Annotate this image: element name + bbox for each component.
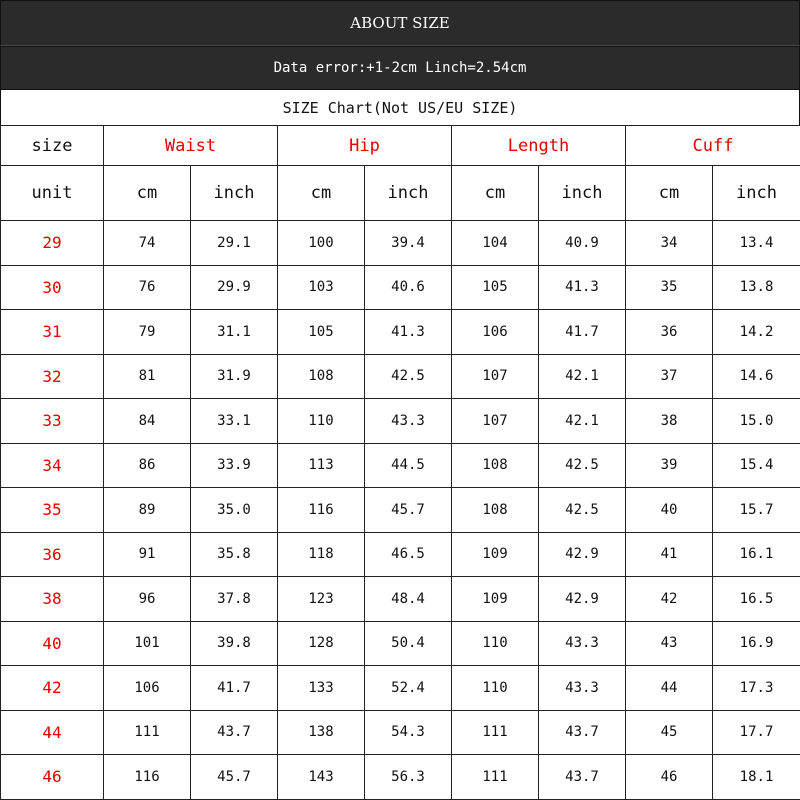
measurement-cell: 133 (278, 666, 365, 711)
table-row (1, 488, 800, 533)
measurement-cell: 79 (104, 310, 191, 355)
measurement-cell: 33.9 (191, 443, 278, 488)
size-table (0, 125, 800, 800)
measurement-cell: 108 (452, 488, 539, 533)
measurement-cell: 108 (452, 443, 539, 488)
unit-cell: cm (104, 166, 191, 221)
measurement-cell: 31.9 (191, 354, 278, 399)
measurement-cell: 15.7 (713, 488, 800, 533)
table-row (1, 666, 800, 711)
size-value: 34 (1, 443, 104, 488)
size-value: 33 (1, 399, 104, 444)
measurement-cell: 52.4 (365, 666, 452, 711)
unit-cell: cm (452, 166, 539, 221)
measurement-cell: 15.4 (713, 443, 800, 488)
measurement-cell: 109 (452, 532, 539, 577)
table-row (1, 443, 800, 488)
table-row (1, 265, 800, 310)
measurement-cell: 13.4 (713, 221, 800, 266)
measurement-cell: 45.7 (365, 488, 452, 533)
measurement-cell: 46.5 (365, 532, 452, 577)
about-size-title: ABOUT SIZE (0, 0, 800, 46)
measurement-cell: 14.6 (713, 354, 800, 399)
measurement-cell: 40.9 (539, 221, 626, 266)
size-chart-subtitle: SIZE Chart(Not US/EU SIZE) (0, 90, 800, 125)
table-row (1, 221, 800, 266)
measurement-cell: 16.9 (713, 621, 800, 666)
measurement-cell: 39 (626, 443, 713, 488)
unit-header: unit (1, 166, 104, 221)
waist-header: Waist (104, 126, 278, 166)
measurement-cell: 111 (452, 755, 539, 800)
measurement-cell: 18.1 (713, 755, 800, 800)
measurement-cell: 42.9 (539, 577, 626, 622)
table-row (1, 354, 800, 399)
measurement-cell: 143 (278, 755, 365, 800)
measurement-cell: 91 (104, 532, 191, 577)
size-value: 31 (1, 310, 104, 355)
measurement-cell: 84 (104, 399, 191, 444)
measurement-cell: 31.1 (191, 310, 278, 355)
measurement-cell: 29.9 (191, 265, 278, 310)
measurement-cell: 16.1 (713, 532, 800, 577)
table-row (1, 310, 800, 355)
measurement-cell: 106 (452, 310, 539, 355)
measurement-cell: 48.4 (365, 577, 452, 622)
measurement-cell: 39.8 (191, 621, 278, 666)
measurement-cell: 110 (452, 666, 539, 711)
measurement-cell: 74 (104, 221, 191, 266)
measurement-cell: 43.7 (191, 710, 278, 755)
measurement-cell: 89 (104, 488, 191, 533)
size-value: 32 (1, 354, 104, 399)
unit-cell: inch (713, 166, 800, 221)
cuff-header: Cuff (626, 126, 800, 166)
measurement-cell: 37.8 (191, 577, 278, 622)
measurement-cell: 86 (104, 443, 191, 488)
size-value: 35 (1, 488, 104, 533)
measurement-cell: 46 (626, 755, 713, 800)
size-value: 36 (1, 532, 104, 577)
measurement-cell: 29.1 (191, 221, 278, 266)
measurement-cell: 43.7 (539, 710, 626, 755)
measurement-cell: 15.0 (713, 399, 800, 444)
size-value: 42 (1, 666, 104, 711)
measurement-cell: 76 (104, 265, 191, 310)
measurement-cell: 42.1 (539, 354, 626, 399)
measurement-cell: 37 (626, 354, 713, 399)
unit-cell: cm (278, 166, 365, 221)
measurement-cell: 105 (278, 310, 365, 355)
measurement-cell: 41.3 (539, 265, 626, 310)
measurement-cell: 36 (626, 310, 713, 355)
size-value: 46 (1, 755, 104, 800)
measurement-cell: 33.1 (191, 399, 278, 444)
measurement-cell: 16.5 (713, 577, 800, 622)
measurement-cell: 42.5 (539, 443, 626, 488)
measurement-cell: 111 (104, 710, 191, 755)
measurement-cell: 13.8 (713, 265, 800, 310)
size-value: 38 (1, 577, 104, 622)
unit-header-row (1, 166, 800, 221)
measurement-cell: 42 (626, 577, 713, 622)
measurement-cell: 104 (452, 221, 539, 266)
measurement-cell: 138 (278, 710, 365, 755)
measurement-cell: 38 (626, 399, 713, 444)
measurement-cell: 105 (452, 265, 539, 310)
measurement-cell: 41.7 (191, 666, 278, 711)
measurement-cell: 35 (626, 265, 713, 310)
table-row (1, 710, 800, 755)
measurement-cell: 81 (104, 354, 191, 399)
measurement-cell: 103 (278, 265, 365, 310)
measurement-cell: 56.3 (365, 755, 452, 800)
measurement-cell: 17.3 (713, 666, 800, 711)
measurement-cell: 17.7 (713, 710, 800, 755)
measurement-cell: 123 (278, 577, 365, 622)
measurement-cell: 101 (104, 621, 191, 666)
measurement-cell: 39.4 (365, 221, 452, 266)
measurement-cell: 41.7 (539, 310, 626, 355)
table-row (1, 621, 800, 666)
measurement-cell: 118 (278, 532, 365, 577)
measurement-cell: 107 (452, 354, 539, 399)
table-row (1, 577, 800, 622)
measurement-cell: 96 (104, 577, 191, 622)
size-value: 40 (1, 621, 104, 666)
measurement-cell: 44 (626, 666, 713, 711)
measurement-cell: 108 (278, 354, 365, 399)
unit-cell: cm (626, 166, 713, 221)
measurement-cell: 40 (626, 488, 713, 533)
measurement-cell: 128 (278, 621, 365, 666)
size-value: 44 (1, 710, 104, 755)
measurement-cell: 110 (278, 399, 365, 444)
measurement-cell: 45.7 (191, 755, 278, 800)
measurement-cell: 42.5 (365, 354, 452, 399)
measurement-cell: 40.6 (365, 265, 452, 310)
size-value: 30 (1, 265, 104, 310)
measurement-cell: 43.7 (539, 755, 626, 800)
measurement-cell: 43.3 (539, 666, 626, 711)
measurement-cell: 107 (452, 399, 539, 444)
measurement-cell: 35.0 (191, 488, 278, 533)
table-row (1, 532, 800, 577)
measurement-cell: 100 (278, 221, 365, 266)
measurement-cell: 42.9 (539, 532, 626, 577)
measurement-cell: 41 (626, 532, 713, 577)
measurement-cell: 116 (104, 755, 191, 800)
measurement-cell: 14.2 (713, 310, 800, 355)
measurement-cell: 42.1 (539, 399, 626, 444)
measurement-cell: 109 (452, 577, 539, 622)
measurement-cell: 111 (452, 710, 539, 755)
measurement-cell: 50.4 (365, 621, 452, 666)
measurement-cell: 35.8 (191, 532, 278, 577)
measurement-cell: 110 (452, 621, 539, 666)
data-error-note: Data error:+1-2cm Linch=2.54cm (0, 46, 800, 90)
size-value: 29 (1, 221, 104, 266)
measurement-cell: 43.3 (365, 399, 452, 444)
measurement-cell: 43 (626, 621, 713, 666)
measurement-cell: 44.5 (365, 443, 452, 488)
measurement-cell: 41.3 (365, 310, 452, 355)
measurement-cell: 45 (626, 710, 713, 755)
unit-cell: inch (539, 166, 626, 221)
measurement-cell: 113 (278, 443, 365, 488)
size-header: size (1, 126, 104, 166)
hip-header: Hip (278, 126, 452, 166)
measurement-cell: 34 (626, 221, 713, 266)
unit-cell: inch (191, 166, 278, 221)
table-row (1, 399, 800, 444)
group-header-row (1, 126, 800, 166)
length-header: Length (452, 126, 626, 166)
measurement-cell: 116 (278, 488, 365, 533)
table-row (1, 755, 800, 800)
measurement-cell: 43.3 (539, 621, 626, 666)
measurement-cell: 54.3 (365, 710, 452, 755)
measurement-cell: 106 (104, 666, 191, 711)
measurement-cell: 42.5 (539, 488, 626, 533)
unit-cell: inch (365, 166, 452, 221)
